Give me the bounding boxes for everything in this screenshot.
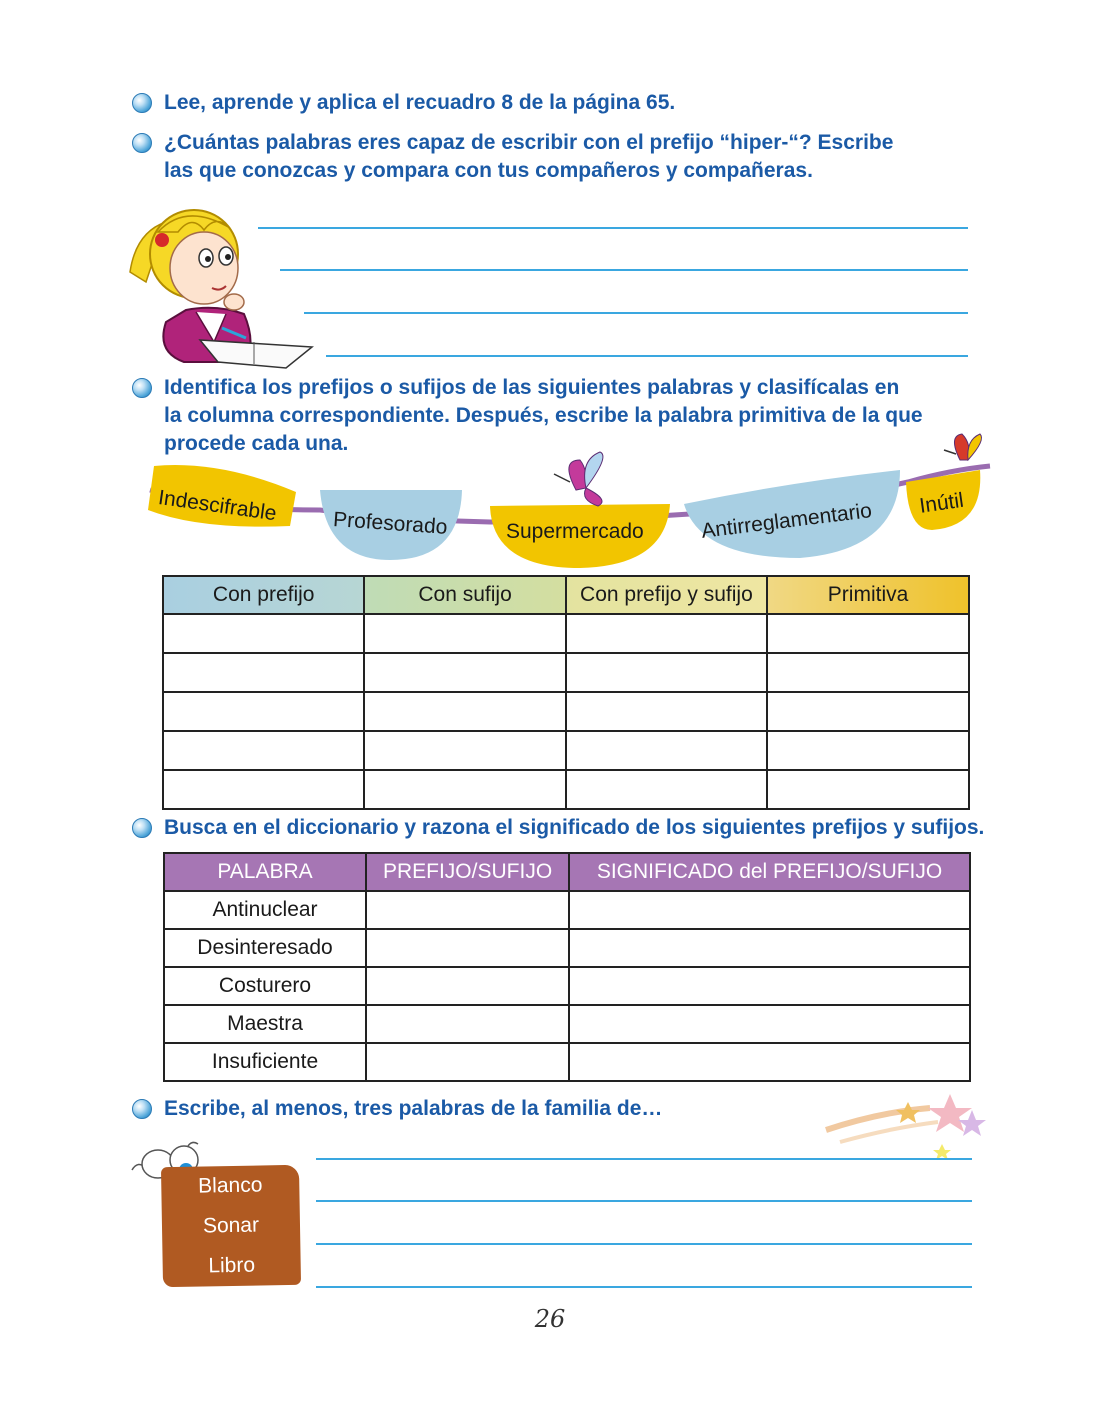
answer-cell[interactable] [566,614,767,653]
answer-cell[interactable] [767,731,969,770]
answer-cell[interactable] [366,929,569,967]
table-row [163,614,969,653]
answer-cell[interactable] [364,692,565,731]
answer-cell[interactable] [364,731,565,770]
instruction-3-line-3: procede cada una. [164,432,349,455]
page-number: 26 [534,1305,566,1333]
answer-cell[interactable] [566,692,767,731]
shooting-star-icon [820,1072,990,1172]
writing-line[interactable] [316,1286,972,1288]
writing-line[interactable] [316,1200,972,1202]
table-row [163,770,969,809]
bullet-icon [132,818,152,838]
column-header: SIGNIFICADO del PREFIJO/SUFIJO [569,853,970,891]
answer-cell[interactable] [569,967,970,1005]
answer-cell[interactable] [366,967,569,1005]
bunting-word: Supermercado [506,520,644,543]
butterfly-icon [554,452,603,506]
table-row [163,653,969,692]
answer-cell[interactable] [366,1043,569,1081]
table-header-row [163,576,969,614]
instruction-1: Lee, aprende y aplica el recuadro 8 de la página 65. [164,91,676,114]
bunting-word: Indescifrable [156,486,278,526]
bunting-word: Inútil [918,488,966,518]
table-row [164,891,970,929]
instruction-3-line-1: Identifica los prefijos o sufijos de las siguientes palabras y clasifícalas en [164,376,900,399]
writing-line[interactable] [316,1243,972,1245]
classification-table [162,575,970,810]
answer-cell[interactable] [569,891,970,929]
family-word: Sonar [202,1213,260,1238]
answer-cell[interactable] [366,1005,569,1043]
writing-line[interactable] [304,312,968,314]
column-header: Con prefijo [163,576,364,614]
table-row [164,967,970,1005]
bullet-icon [132,133,152,153]
word-cell: Costurero [164,967,366,1005]
answer-cell[interactable] [364,614,565,653]
answer-cell[interactable] [163,653,364,692]
column-header: Primitiva [767,576,969,614]
butterfly-icon [944,434,982,460]
answer-cell[interactable] [364,653,565,692]
girl-thinking-illustration [126,192,322,370]
column-header: PALABRA [164,853,366,891]
word-cell: Antinuclear [164,891,366,929]
answer-cell[interactable] [767,692,969,731]
meaning-table [163,852,971,1082]
bullet-icon [132,378,152,398]
writing-line[interactable] [316,1158,972,1160]
answer-cell[interactable] [566,770,767,809]
answer-cell[interactable] [569,929,970,967]
table-row [164,1005,970,1043]
answer-cell[interactable] [566,653,767,692]
answer-cell[interactable] [163,770,364,809]
word-family-box [161,1165,301,1287]
answer-cell[interactable] [767,653,969,692]
bullet-icon [132,93,152,113]
answer-cell[interactable] [569,1005,970,1043]
bunting-word: Profesorado [332,508,449,539]
family-word: Libro [208,1253,256,1278]
column-header: PREFIJO/SUFIJO [366,853,569,891]
instruction-5: Escribe, al menos, tres palabras de la familia de… [164,1097,663,1120]
instruction-2-line-1: ¿Cuántas palabras eres capaz de escribir con el prefijo “hiper-“? Escribe [164,131,894,154]
column-header: Con sufijo [364,576,565,614]
answer-cell[interactable] [364,770,565,809]
writing-line[interactable] [258,227,968,229]
table-row [163,731,969,770]
word-cell: Insuficiente [164,1043,366,1081]
answer-cell[interactable] [767,770,969,809]
answer-cell[interactable] [767,614,969,653]
instruction-4: Busca en el diccionario y razona el significado de los siguientes prefijos y sufijos. [164,816,985,839]
family-word: Blanco [197,1173,263,1198]
table-row [163,692,969,731]
table-row [164,929,970,967]
writing-line[interactable] [326,355,968,357]
answer-cell[interactable] [163,692,364,731]
bunting-word: Antirreglamentario [700,499,874,543]
instruction-2-line-2: las que conozcas y compara con tus compañeros y compañeras. [164,159,813,182]
word-cell: Maestra [164,1005,366,1043]
writing-line[interactable] [280,269,968,271]
bullet-icon [132,1099,152,1119]
column-header: Con prefijo y sufijo [566,576,767,614]
instruction-3-line-2: la columna correspondiente. Después, escribe la palabra primitiva de la que [164,404,923,427]
answer-cell[interactable] [163,614,364,653]
table-header-row [164,853,970,891]
answer-cell[interactable] [566,731,767,770]
answer-cell[interactable] [163,731,364,770]
answer-cell[interactable] [366,891,569,929]
word-cell: Desinteresado [164,929,366,967]
